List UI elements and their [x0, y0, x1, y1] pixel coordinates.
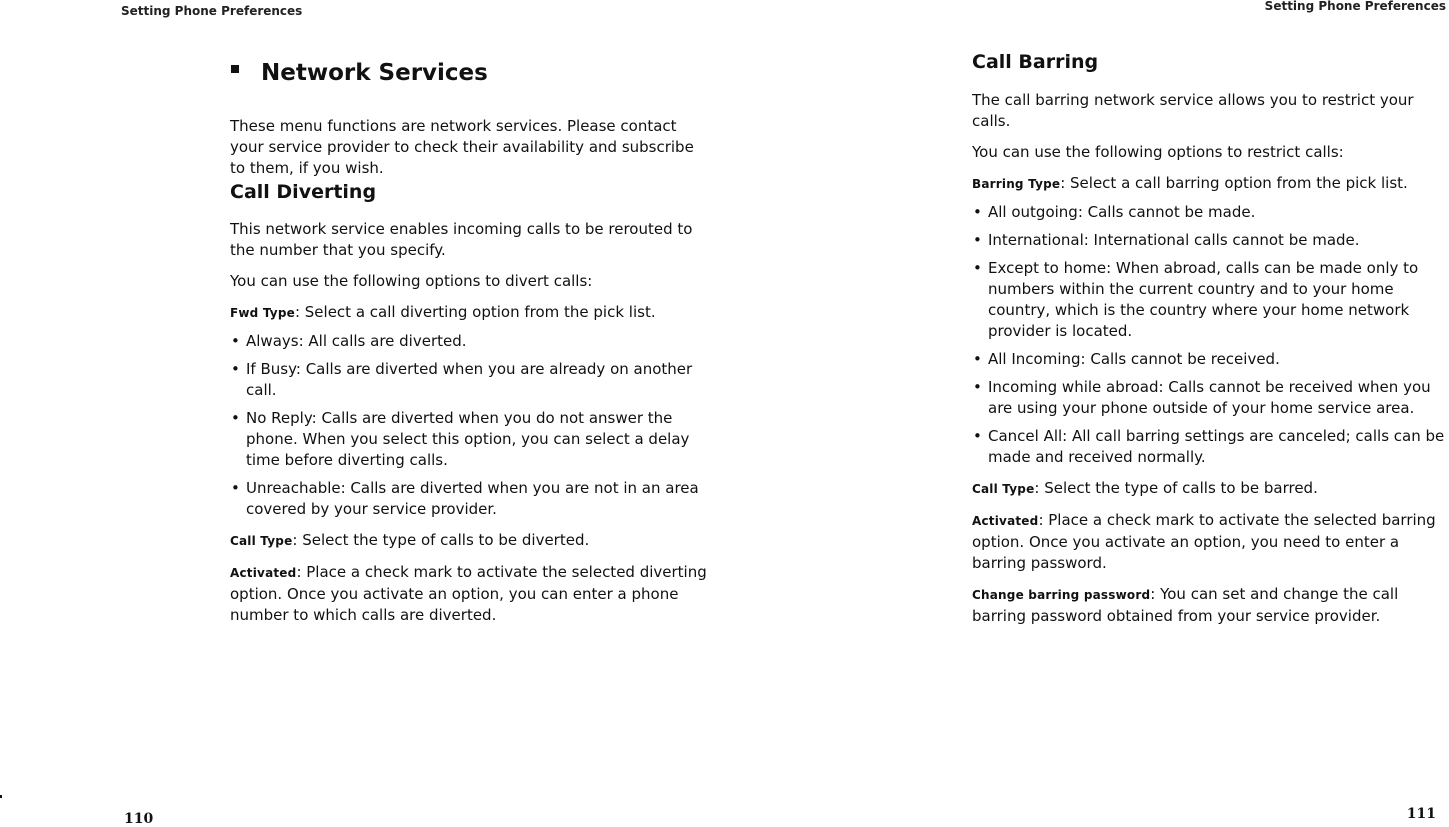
list-item-text: Cancel All: All call barring settings are canceled; calls can be made and received normally.	[988, 427, 1445, 466]
list-item	[972, 258, 1448, 342]
list-item-text: All outgoing: Calls cannot be made.	[988, 203, 1256, 221]
list-item	[230, 408, 708, 471]
square-bullet-icon	[231, 65, 239, 73]
bullet-dot-icon: •	[973, 203, 982, 221]
call-barring-description: The call barring network service allows you to restrict your calls.	[972, 91, 1414, 130]
running-header-right: Setting Phone Preferences	[1264, 0, 1446, 13]
fwd-type-paragraph	[230, 302, 708, 324]
bullet-dot-icon: •	[973, 259, 982, 277]
list-item-text: No Reply: Calls are diverted when you do not answer the phone. When you select this option, you can select a delay time before diverting calls.	[246, 409, 690, 469]
section-intro: These menu functions are network services. Please contact your service provider to check their availability and subscribe to them, if you wish.	[230, 117, 694, 177]
section-title: Network Services	[261, 60, 488, 86]
call-type-paragraph	[972, 478, 1448, 500]
list-item	[972, 426, 1448, 468]
fwd-type-text: : Select a call diverting option from the pick list.	[294, 303, 656, 321]
bullet-dot-icon: •	[231, 409, 240, 427]
bullet-dot-icon: •	[231, 479, 240, 497]
bullet-dot-icon: •	[973, 378, 982, 396]
divert-options-list	[230, 331, 708, 520]
activated-term: Activated	[230, 566, 297, 580]
list-item-text: All Incoming: Calls cannot be received.	[988, 350, 1280, 368]
list-item	[972, 349, 1448, 370]
bullet-dot-icon: •	[973, 231, 982, 249]
right-page-column	[972, 49, 1448, 627]
list-item-text: Always: All calls are diverted.	[246, 332, 467, 350]
edge-mark	[0, 795, 2, 798]
list-item	[972, 230, 1448, 251]
fwd-type-term: Fwd Type	[230, 306, 295, 320]
divert-options-intro: You can use the following options to divert calls:	[230, 272, 593, 290]
call-type-paragraph	[230, 530, 708, 552]
call-type-term: Call Type	[230, 534, 293, 548]
bullet-dot-icon: •	[231, 360, 240, 378]
list-item	[972, 202, 1448, 223]
bullet-dot-icon: •	[973, 427, 982, 445]
section-heading	[230, 58, 708, 88]
restrict-options-intro: You can use the following options to restrict calls:	[972, 143, 1344, 161]
call-barring-title: Call Barring	[972, 51, 1099, 73]
page-number-right: 111	[1406, 806, 1436, 822]
list-item	[230, 331, 708, 352]
activated-text: : Place a check mark to activate the selected barring option. Once you activate an option, you need to enter a barring password.	[972, 511, 1436, 572]
activated-paragraph	[230, 562, 708, 626]
list-item	[972, 377, 1448, 419]
change-password-paragraph	[972, 584, 1448, 627]
list-item-text: Unreachable: Calls are diverted when you are not in an area covered by your service provider.	[246, 479, 699, 518]
bullet-dot-icon: •	[231, 332, 240, 350]
list-item-text: If Busy: Calls are diverted when you are already on another call.	[246, 360, 693, 399]
list-item	[230, 359, 708, 401]
call-diverting-title: Call Diverting	[230, 181, 377, 203]
list-item	[230, 478, 708, 520]
change-password-term: Change barring password	[972, 588, 1151, 602]
barring-type-term: Barring Type	[972, 177, 1061, 191]
list-item-text: Incoming while abroad: Calls cannot be received when you are using your phone outside of your home service area.	[988, 378, 1431, 417]
call-type-text: : Select the type of calls to be diverted.	[292, 531, 590, 549]
left-page-column	[230, 58, 708, 626]
bullet-dot-icon: •	[973, 350, 982, 368]
call-type-text: : Select the type of calls to be barred.	[1034, 479, 1318, 497]
barring-type-text: : Select a call barring option from the pick list.	[1060, 174, 1408, 192]
page-number-left: 110	[124, 811, 154, 827]
barring-type-paragraph	[972, 173, 1448, 195]
change-password-text: : You can set and change the call barring password obtained from your service provider.	[972, 585, 1399, 625]
barring-options-list	[972, 202, 1448, 468]
activated-term: Activated	[972, 514, 1039, 528]
activated-paragraph	[972, 510, 1448, 574]
list-item-text: Except to home: When abroad, calls can be made only to numbers within the current country and to your home country, which is the country where your home network provider is located.	[988, 259, 1419, 340]
running-header-left: Setting Phone Preferences	[121, 4, 303, 18]
call-diverting-description: This network service enables incoming calls to be rerouted to the number that you specify.	[230, 220, 693, 259]
activated-text: : Place a check mark to activate the selected diverting option. Once you activate an option, you can enter a phone number to which calls are diverted.	[230, 563, 707, 624]
call-type-term: Call Type	[972, 482, 1035, 496]
list-item-text: International: International calls cannot be made.	[988, 231, 1360, 249]
